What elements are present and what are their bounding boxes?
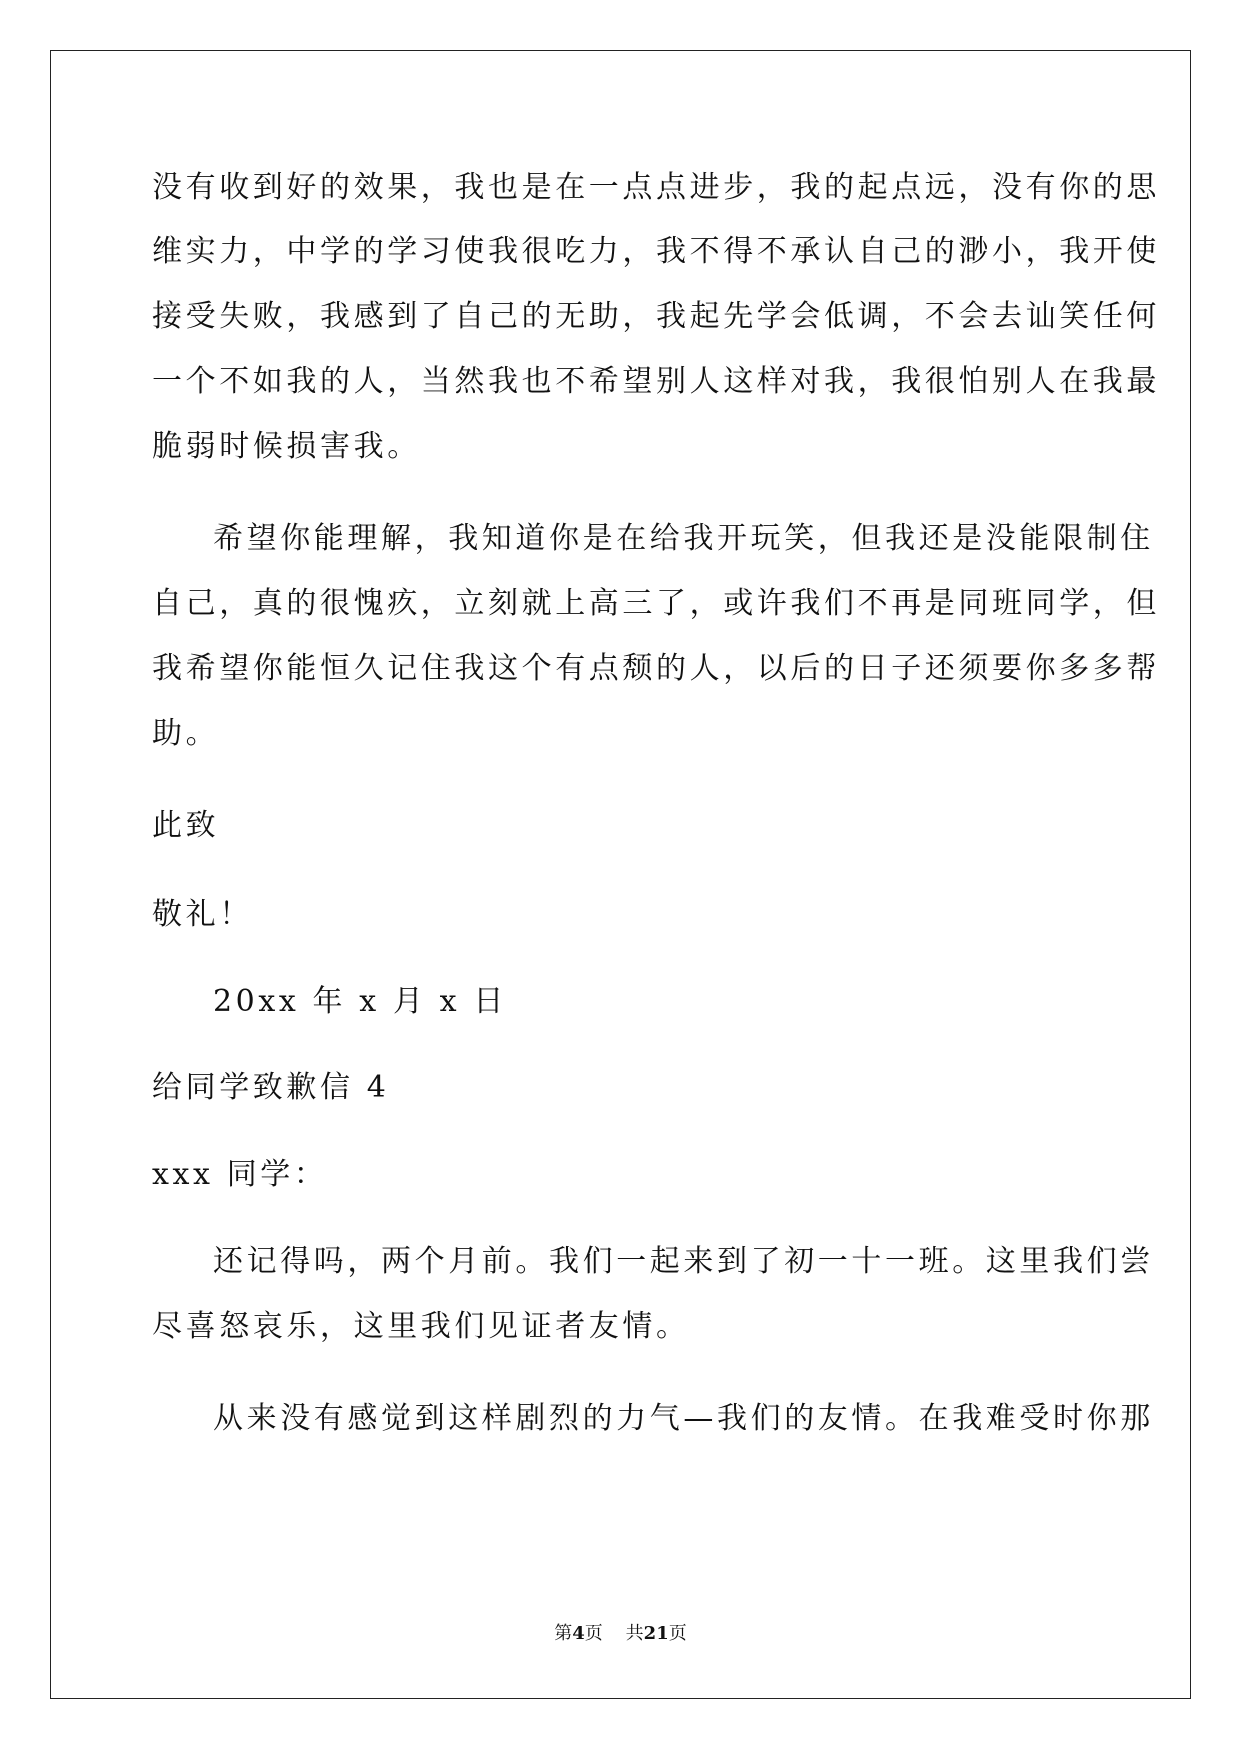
body-line-5: 脆弱时候损害我。 [152, 429, 421, 464]
body-line-9: 助。 [152, 716, 220, 751]
letter-date: 20xx 年 x 月 x 日 [213, 984, 507, 1019]
footer-page-number: 4 [572, 1623, 585, 1644]
page-footer [0, 1622, 1241, 1646]
footer-total-pages: 21 [643, 1623, 669, 1644]
body-line-11: 尽喜怒哀乐，这里我们见证者友情。 [152, 1309, 690, 1344]
footer-page-suffix: 页 [584, 1623, 603, 1644]
body-line-12: 从来没有感觉到这样剧烈的力气—我们的友情。在我难受时你那 [213, 1401, 1154, 1436]
closing-respect: 敬礼！ [152, 897, 253, 932]
body-line-8: 我希望你能恒久记住我这个有点颓的人，以后的日子还须要你多多帮 [152, 651, 1160, 686]
body-line-4: 一个不如我的人，当然我也不希望别人这样对我，我很怕别人在我最 [152, 364, 1160, 399]
body-line-1: 没有收到好的效果，我也是在一点点进步，我的起点远，没有你的思 [152, 170, 1160, 205]
footer-total-prefix: 共 [625, 1623, 644, 1644]
footer-total-suffix: 页 [668, 1623, 687, 1644]
footer-page-prefix: 第 [554, 1623, 573, 1644]
section-heading: 给同学致歉信 4 [152, 1070, 390, 1105]
body-line-7: 自己，真的很愧疚，立刻就上高三了，或许我们不再是同班同学，但 [152, 586, 1160, 621]
closing-salutation: 此致 [152, 808, 220, 843]
body-line-10: 还记得吗，两个月前。我们一起来到了初一十一班。这里我们尝 [213, 1244, 1154, 1279]
letter-greeting: xxx 同学： [152, 1157, 328, 1192]
body-line-2: 维实力，中学的学习使我很吃力，我不得不承认自己的渺小，我开使 [152, 234, 1160, 269]
body-line-3: 接受失败，我感到了自己的无助，我起先学会低调，不会去讪笑任何 [152, 299, 1160, 334]
body-line-6: 希望你能理解，我知道你是在给我开玩笑，但我还是没能限制住 [213, 521, 1154, 556]
